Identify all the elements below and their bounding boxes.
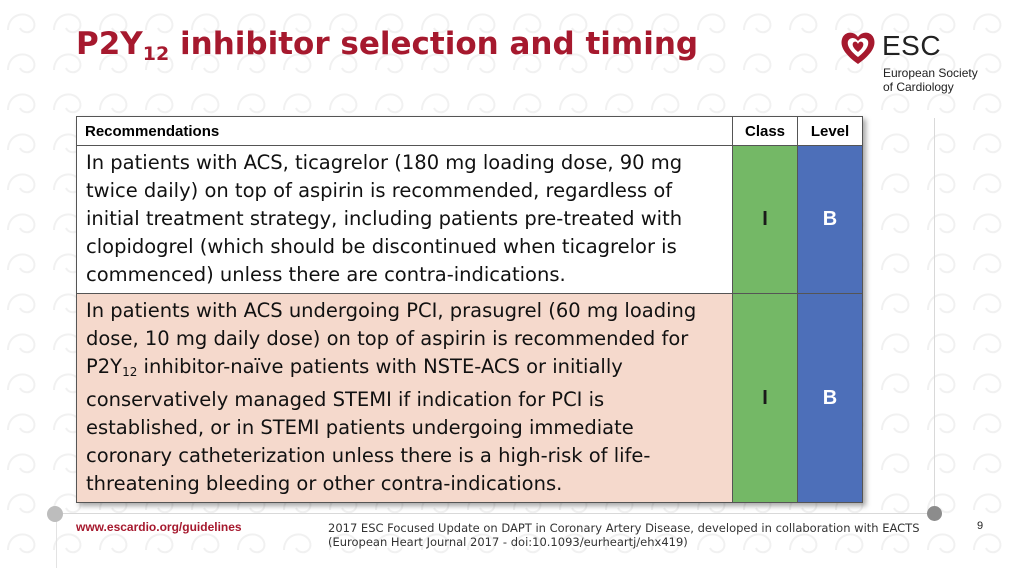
class-cell: I — [733, 146, 798, 294]
header-recommendations: Recommendations — [77, 117, 733, 146]
frame-line-vertical-left — [56, 520, 57, 568]
reference-line1: 2017 ESC Focused Update on DAPT in Coronary Artery Disease, developed in collaboration with EACTS — [328, 521, 920, 535]
logo-text-line1: European Society — [883, 66, 978, 80]
table-row — [77, 294, 863, 503]
footer-reference — [328, 521, 920, 549]
decorative-dot-left — [47, 506, 63, 522]
slide-title: $P2Y_{12}$ inhibitor selection and timing — [76, 26, 699, 65]
logo-abbreviation: ESC — [882, 30, 942, 61]
class-cell: I — [733, 294, 798, 503]
heart-logo-icon — [838, 28, 878, 68]
decorative-dot-right — [927, 506, 942, 521]
table-row — [77, 146, 863, 294]
level-cell: B — [798, 294, 863, 503]
frame-line-horizontal — [56, 513, 936, 514]
reference-line2: (European Heart Journal 2017 - doi:10.1093/eurheartj/ehx419) — [328, 535, 688, 549]
esc-logo — [838, 28, 998, 98]
recommendation-text: In patients with ACS undergoing PCI, prasugrel (60 mg loading dose, 10 mg daily dose) on top of aspirin is recommended for $P2Y_{12}$ inhibitor-naïve patients with NSTE-ACS or initially conservatively managed STEMI if indication for PCI is established, or in STEMI patients undergoing immediate coronary catheterization unless there is a high-risk of life-threatening bleeding or other contra-indications. — [77, 294, 733, 503]
level-cell: B — [798, 146, 863, 294]
footer-url-link[interactable]: www.escardio.org/guidelines — [76, 520, 242, 534]
frame-line-vertical — [934, 118, 935, 513]
page-number: 9 — [977, 520, 984, 532]
table-header-row — [77, 117, 863, 146]
header-class: Class — [733, 117, 798, 146]
recommendations-table — [76, 116, 863, 503]
recommendation-text: In patients with ACS, ticagrelor (180 mg loading dose, 90 mg twice daily) on top of aspirin is recommended, regardless of initial treatment strategy, including patients pre-treated with clopidogrel (which should be discontinued when ticagrelor is commenced) unless there are contra-indications. — [77, 146, 733, 294]
logo-text-line2: of Cardiology — [883, 80, 954, 94]
header-level: Level — [798, 117, 863, 146]
